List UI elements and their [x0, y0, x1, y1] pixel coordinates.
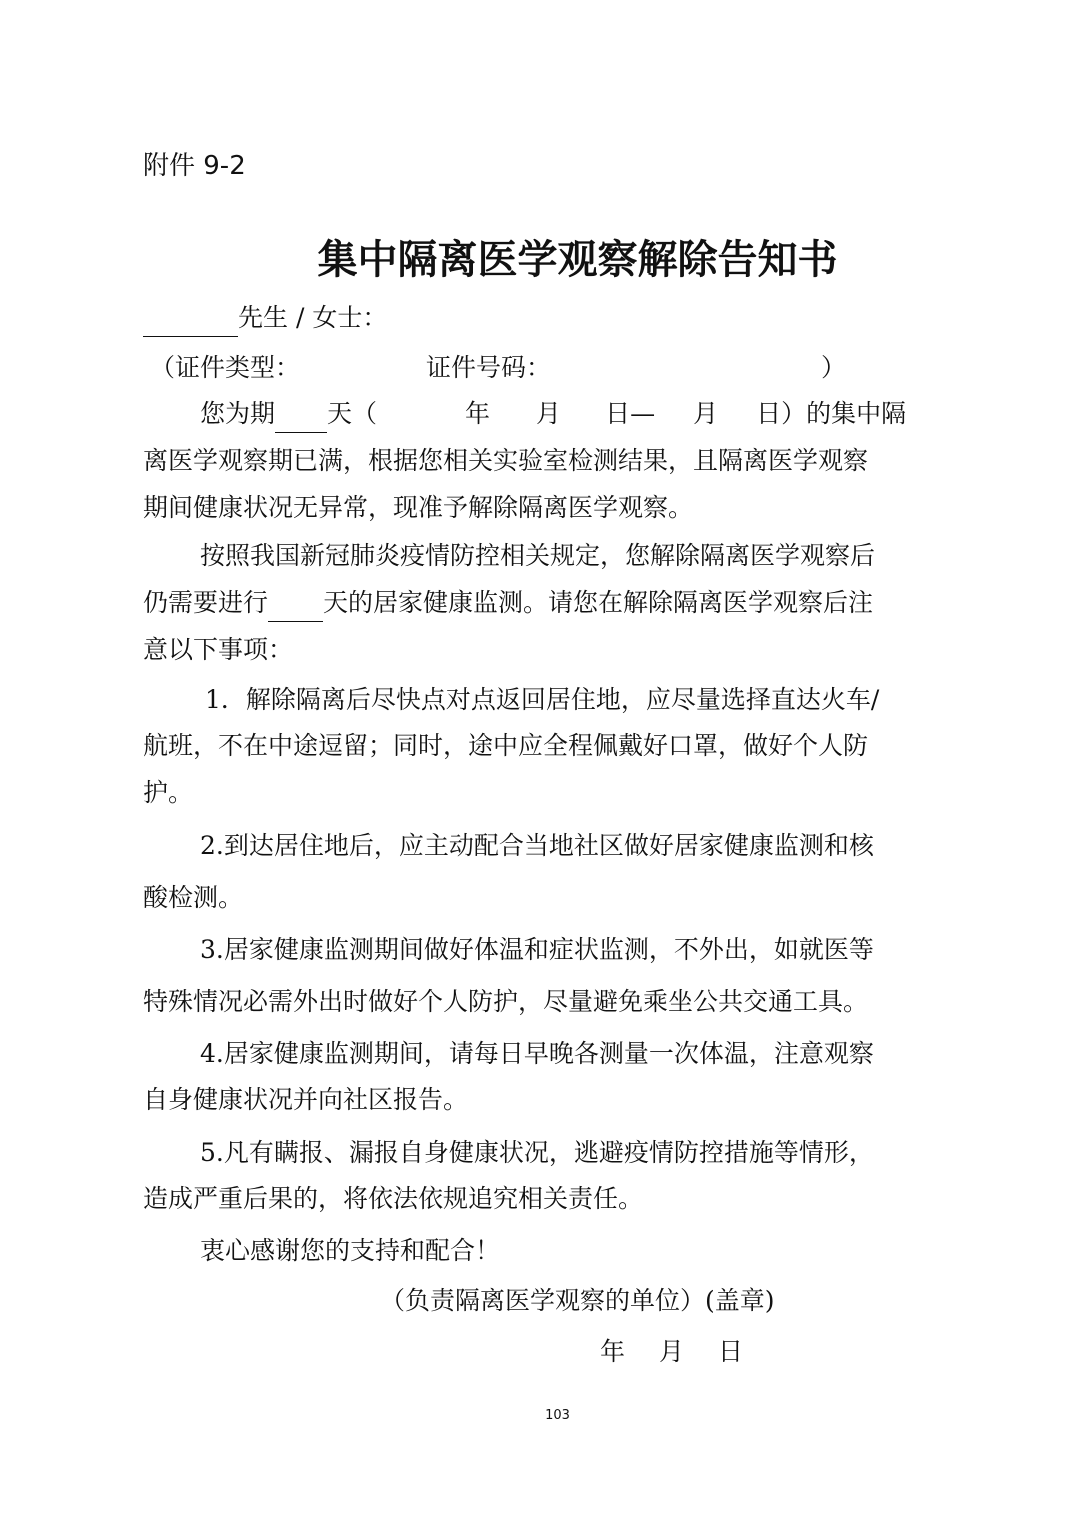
- date-year: 年: [600, 1337, 626, 1366]
- para1-text: 月: [693, 399, 719, 428]
- salutation-line: [143, 300, 387, 337]
- id-number-label: 证件号码：: [426, 353, 552, 382]
- date-month: 月: [659, 1337, 685, 1366]
- page-number: 103: [545, 1408, 570, 1423]
- item1-line3: 护。: [143, 778, 194, 807]
- item5-line2: 造成严重后果的，将依法依规追究相关责任。: [143, 1184, 644, 1213]
- name-blank: [143, 300, 238, 337]
- item4-line2: 自身健康状况并向社区报告。: [143, 1085, 469, 1114]
- para2-text: 仍需要进行: [143, 588, 269, 617]
- item1-line1: 1．解除隔离后尽快点对点返回居住地，应尽量选择直达火车/: [205, 685, 880, 714]
- para2-line3: 意以下事项：: [143, 635, 294, 664]
- para1-text: 天（: [327, 399, 378, 428]
- item4-line1: 4.居家健康监测期间，请每日早晚各测量一次体温，注意观察: [200, 1039, 874, 1068]
- item2-line1: 2.到达居住地后，应主动配合当地社区做好居家健康监测和核: [200, 831, 874, 860]
- id-line: [150, 350, 846, 386]
- item2-line2: 酸检测。: [143, 883, 244, 912]
- document-title: 集中隔离医学观察解除告知书: [317, 237, 838, 283]
- para1-text: 日）的集中隔: [756, 399, 907, 428]
- para1-line2: 离医学观察期已满，根据您相关实验室检测结果，且隔离医学观察: [143, 446, 869, 475]
- monitor-days-blank: [268, 585, 323, 622]
- para1-text: 月: [536, 399, 562, 428]
- date-line: [600, 1334, 743, 1370]
- salutation-text: 先生 / 女士：: [238, 303, 388, 332]
- item1-line2: 航班，不在中途逗留；同时，途中应全程佩戴好口罩，做好个人防: [143, 731, 869, 760]
- thanks-line: 衷心感谢您的支持和配合！: [200, 1236, 501, 1265]
- days-blank: [275, 396, 327, 433]
- para1-text: 年: [465, 399, 491, 428]
- para1-line1: [200, 396, 906, 433]
- para1-text: 日—: [605, 399, 656, 428]
- para1-line3: 期间健康状况无异常，现准予解除隔离医学观察。: [143, 493, 694, 522]
- para2-text: 天的居家健康监测。请您在解除隔离医学观察后注: [323, 588, 874, 617]
- para2-line2: [143, 585, 873, 622]
- id-line-close: ）: [821, 353, 847, 382]
- item3-line1: 3.居家健康监测期间做好体温和症状监测，不外出，如就医等: [200, 935, 874, 964]
- item5-line1: 5.凡有瞒报、漏报自身健康状况，逃避疫情防控措施等情形，: [200, 1138, 874, 1167]
- attachment-label: 附件 9-2: [143, 151, 246, 181]
- para2-line1: 按照我国新冠肺炎疫情防控相关规定，您解除隔离医学观察后: [200, 541, 876, 570]
- item3-line2: 特殊情况必需外出时做好个人防护，尽量避免乘坐公共交通工具。: [143, 987, 869, 1016]
- para1-text: 您为期: [200, 399, 276, 428]
- signature-line: （负责隔离医学观察的单位）(盖章): [380, 1286, 775, 1315]
- id-type-label: （证件类型：: [150, 353, 301, 382]
- date-day: 日: [718, 1337, 744, 1366]
